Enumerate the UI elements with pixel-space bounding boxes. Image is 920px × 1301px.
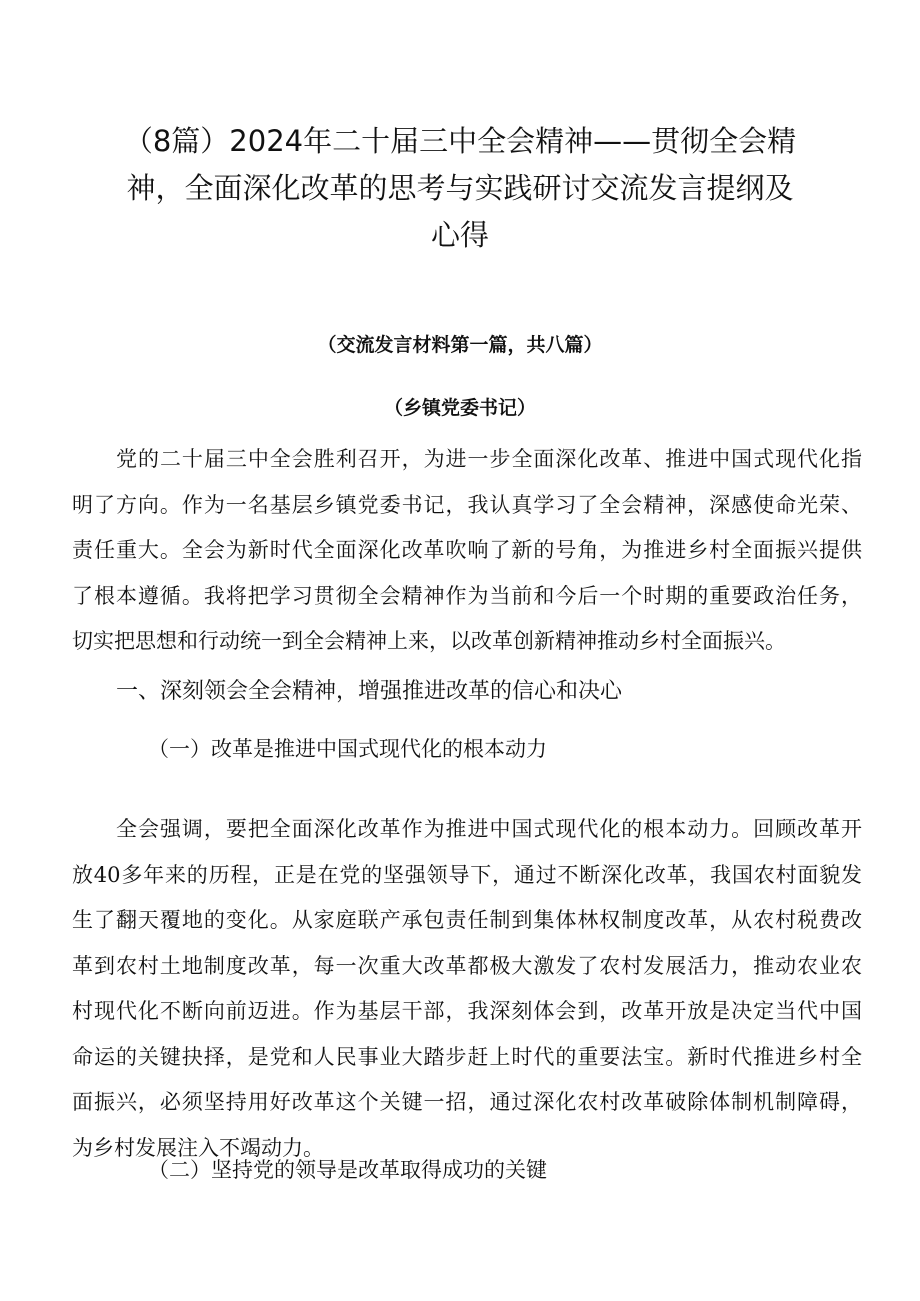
paragraph-line: 全会强调，要把全面深化改革作为推进中国式现代化的根本动力。回顾改革开 (116, 817, 862, 841)
paragraph-line: 责任重大。全会为新时代全面深化改革吹响了新的号角，为推进乡村全面振兴提供 (72, 538, 862, 562)
paragraph-line: 放40多年来的历程，正是在党的坚强领导下，通过不断深化改革，我国农村面貌发 (72, 862, 862, 887)
paragraph-line: 革到农村土地制度改革，每一次重大改革都极大激发了农村发展活力，推动农业农 (72, 953, 862, 978)
paragraph-line: 面振兴，必须坚持用好改革这个关键一招，通过深化农村改革破除体制机制障碍， (72, 1090, 862, 1114)
body-paragraph (72, 807, 862, 1171)
paragraph-line: 党的二十届三中全会胜利召开，为进一步全面深化改革、推进中国式现代化指 (116, 447, 862, 471)
subsection-heading: （二）坚持党的领导是改革取得成功的关键 (148, 1158, 547, 1182)
paragraph-line: 了根本遵循。我将把学习贯彻全会精神作为当前和今后一个时期的重要政治任务， (72, 583, 862, 608)
document-title (110, 118, 810, 259)
title-line: （8篇）2024年二十届三中全会精神——贯彻全会精 (123, 124, 797, 158)
paragraph-line: 明了方向。作为一名基层乡镇党委书记，我认真学习了全会精神，深感使命光荣、 (72, 492, 862, 517)
title-line: 神，全面深化改革的思考与实践研讨交流发言提纲及 (126, 171, 794, 205)
document-author: （乡镇党委书记） (383, 397, 536, 419)
document-subtitle: （交流发言材料第一篇，共八篇） (317, 334, 603, 356)
subsection-heading: （一）改革是推进中国式现代化的根本动力 (148, 737, 547, 761)
paragraph-line: 为乡村发展注入不竭动力。 (72, 1135, 324, 1160)
paragraph-line: 村现代化不断向前迈进。作为基层干部，我深刻体会到，改革开放是决定当代中国 (72, 999, 862, 1023)
section-heading: 一、深刻领会全会精神，增强推进改革的信心和决心 (116, 679, 623, 704)
paragraph-line: 切实把思想和行动统一到全会精神上来，以改革创新精神推动乡村全面振兴。 (72, 629, 786, 653)
paragraph-line: 命运的关键抉择，是党和人民事业大踏步赶上时代的重要法宝。新时代推进乡村全 (72, 1044, 862, 1069)
title-line: 心得 (430, 218, 489, 252)
paragraph-line: 生了翻天覆地的变化。从家庭联产承包责任制到集体林权制度改革，从农村税费改 (72, 908, 862, 932)
intro-paragraph (72, 437, 862, 665)
